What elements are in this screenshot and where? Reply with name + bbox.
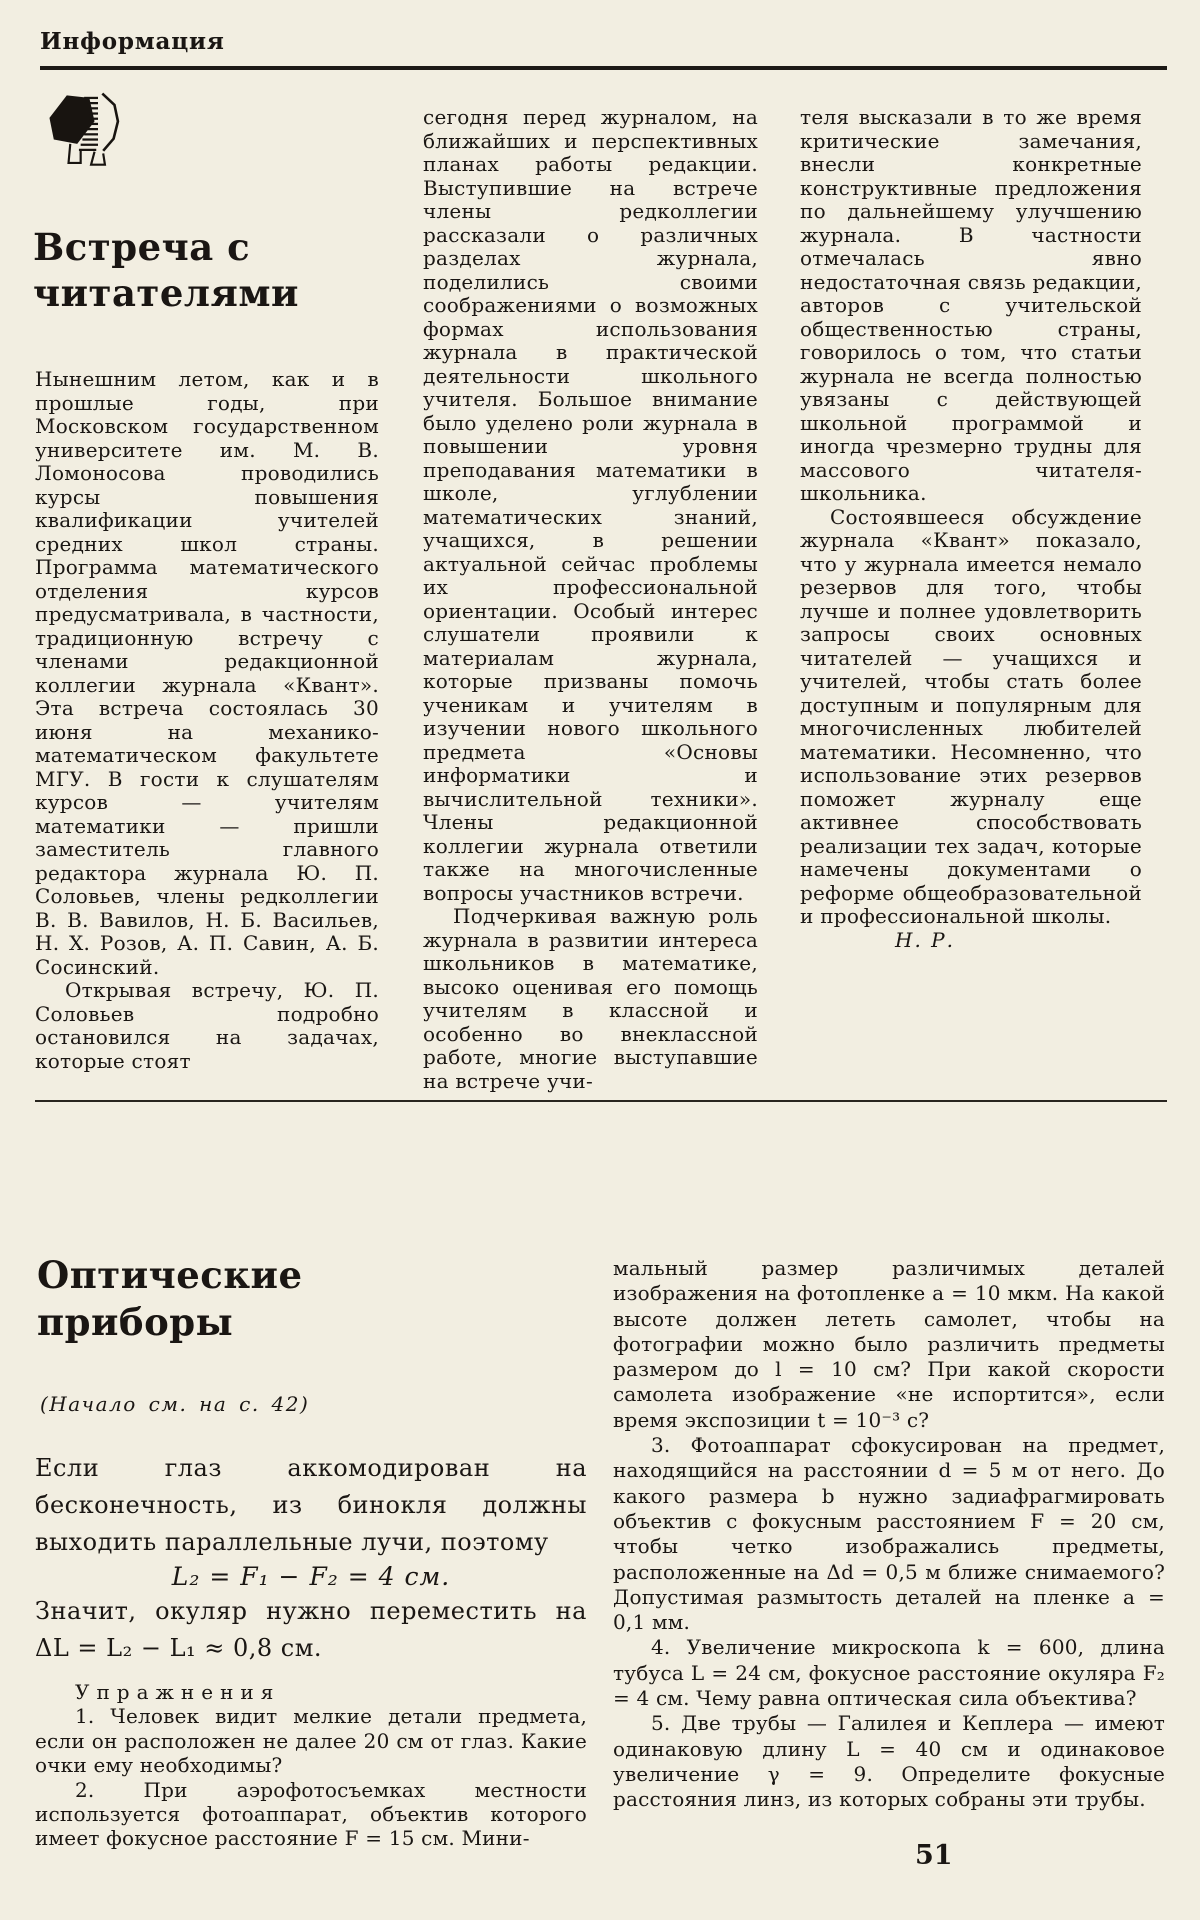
article1-author-signature: Н. Р. <box>895 927 955 952</box>
article2-continuation-note: (Начало см. на с. 42) <box>40 1392 310 1416</box>
article2-intro-paragraph: Если глаз аккомодирован на бесконечность, из бинокля должны выходить параллельные лучи, поэтому <box>35 1454 587 1556</box>
article1-col2-paragraph: Подчеркивая важную роль журнала в развитии интереса школьников в математике, высоко оценивая его помощь учителям в классной и особенно во внеклассной работе, многие выступавшие на встрече учи- <box>423 904 758 1093</box>
article1-col1-paragraph: Открывая встречу, Ю. П. Соловьев подробно остановился на задачах, которые стоят <box>35 978 379 1073</box>
exercise-2-start: 2. При аэрофотосъемках местности используется фотоаппарат, объектив которого имеет фокусное расстояние F = 15 см. Мини- <box>35 1777 587 1851</box>
article1-title-line2: читателями <box>33 271 299 315</box>
exercise-2-continuation: мальный размер различимых деталей изображения на фотопленке a = 10 мкм. На какой высоте должен лететь самолет, чтобы на фотографии можно было различить предметы размером до l = 10 см? При какой скорости самолета изображение «не испортится», если время экспозиции t = 10⁻³ с? <box>613 1256 1165 1432</box>
article2-title-line1: Оптические <box>37 1253 303 1297</box>
exercises-heading: Упражнения <box>75 1680 281 1704</box>
info-section-logo-icon <box>46 86 124 174</box>
exercise-4: 4. Увеличение микроскопа k = 600, длина тубуса L = 24 см, фокусное расстояние окуляра F₂ = 4 см. Чему равна оптическая сила объектива? <box>613 1635 1165 1711</box>
exercises-block <box>35 1680 587 1851</box>
article1-col2-paragraph: сегодня перед журналом, на ближайших и перспективных планах работы редакции. Выступившие на встрече члены редколлегии рассказали о различных разделах журнала, поделились своими соображениями о возможных формах использования журнала в практической деятельности школьного учителя. Большое внимание было уделено роли журнала в повышении уровня преподавания математики в школе, углублении математических знаний, учащихся, в решении актуальной сейчас проблемы их профессиональной ориентации. Особый интерес слушатели проявили к материалам журнала, которые призваны помочь ученикам и учителям в изучении нового школьного предмета «Основы информатики и вычислительной техники». Члены редакционной коллегии журнала ответили также на многочисленные вопросы участников встречи. <box>423 105 758 905</box>
section-kicker: Информация <box>40 28 225 55</box>
article1-column-3 <box>800 106 1142 952</box>
article1-title <box>33 224 299 316</box>
exercise-3: 3. Фотоаппарат сфокусирован на предмет, находящийся на расстоянии d = 5 м от него. До какого размера b нужно задиафрагмировать объектив с фокусным расстоянием F = 20 см, чтобы четко изображались предметы, расположенные на Δd = 0,5 м ближе снимаемого? Допустимая размытость деталей на пленке a = 0,1 мм. <box>613 1433 1165 1635</box>
article1-col3-paragraph: Состоявшееся обсуждение журнала «Квант» показало, что у журнала имеется немало резервов для того, чтобы лучше и полнее удовлетворить запросы своих основных читателей — учащихся и учителей, чтобы стать более доступным и популярным для многочисленных любителей математики. Несомненно, что использование этих резервов поможет журналу еще активнее способствовать реализации тех задач, которые намечены документами о реформе общеобразовательной и профессиональной школы. <box>800 504 1142 928</box>
exercise-1: 1. Человек видит мелкие детали предмета, если он расположен не далее 20 см от глаз. Какие очки ему необходимы? <box>35 1704 587 1778</box>
article2-formula: L₂ = F₁ − F₂ = 4 см. <box>171 1562 451 1591</box>
article1-title-line1: Встреча с <box>33 225 251 269</box>
article1-column-2 <box>423 106 758 1093</box>
article1-col1-paragraph: Нынешним летом, как и в прошлые годы, при Московском государственном университете им. М. В. Ломоносова проводились курсы повышения квалификации учителей средних школ страны. Программа математического отделения курсов предусматривала, в частности, традиционную встречу с членами редакционной коллегии журнала «Квант». Эта встреча состоялась 30 июня на механико-математическом факультете МГУ. В гости к слушателям курсов — учителям математики — пришли заместитель главного редактора журнала Ю. П. Соловьев, члены редколлегии В. В. Вавилов, Н. Б. Васильев, Н. Х. Розов, А. П. Савин, А. Б. Сосинский. <box>35 367 379 979</box>
page-number: 51 <box>915 1840 953 1871</box>
article1-col3-paragraph: теля высказали в то же время критические замечания, внесли конкретные конструктивные предложения по дальнейшему улучшению журнала. В частности отмечалась явно недостаточная связь редакции, авторов с учительской общественностью страны, говорилось о том, что статьи журнала не всегда полностью увязаны с действующей школьной программой и иногда чрезмерно трудны для массового читателя-школьника. <box>800 105 1143 505</box>
exercise-5: 5. Две трубы — Галилея и Кеплера — имеют одинаковую длину L = 40 см и одинаковое увеличение γ = 9. Определите фокусные расстояния линз, из которых собраны эти трубы. <box>613 1711 1165 1812</box>
article2-title-line2: приборы <box>37 1300 234 1344</box>
article2-conclusion-paragraph: Значит, окуляр нужно переместить на ΔL = L₂ − L₁ ≈ 0,8 см. <box>35 1597 587 1662</box>
section-divider-rule <box>35 1100 1167 1102</box>
article2-right-column <box>613 1256 1165 1813</box>
article2-title <box>37 1252 303 1346</box>
article1-column-1 <box>35 368 379 1073</box>
header-rule <box>40 66 1167 70</box>
article2-left-column <box>35 1450 587 1851</box>
